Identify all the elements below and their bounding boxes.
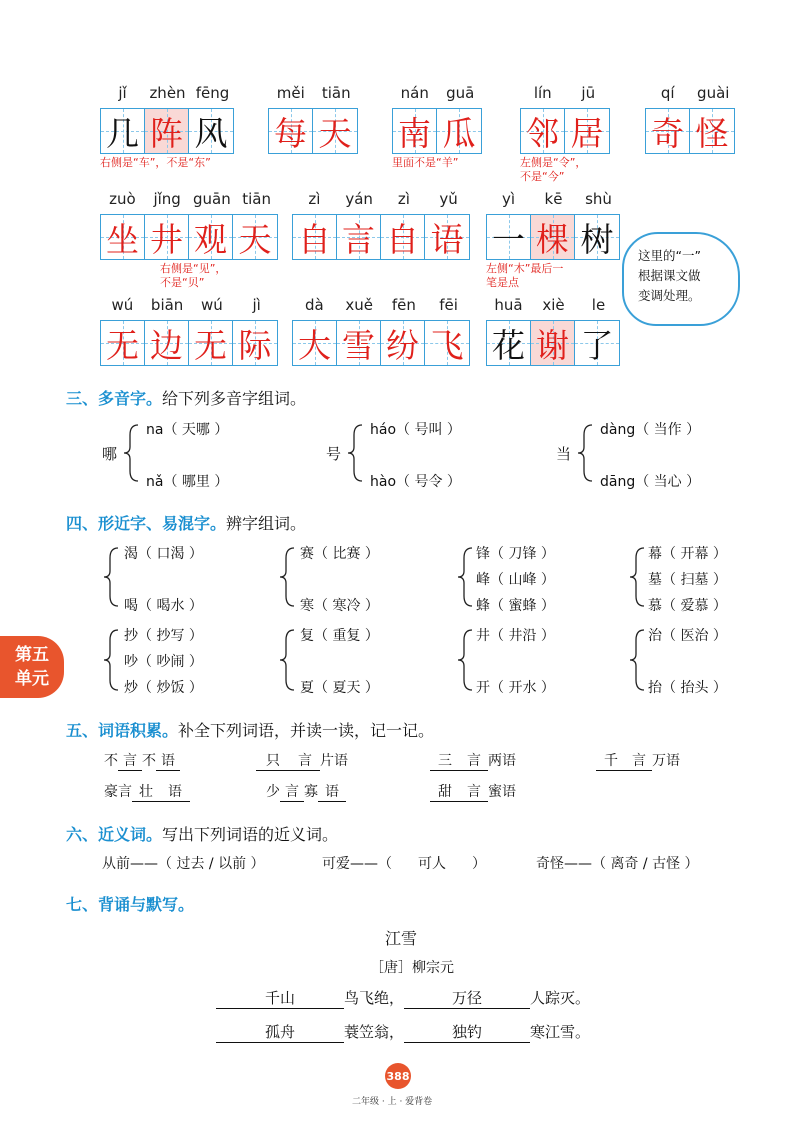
hanzi-char: 大 [298, 325, 331, 365]
idiom-blank: 只 [256, 750, 290, 771]
polyphone-word: na（ 天哪 ） [146, 422, 229, 438]
hanzi-char: 际 [238, 325, 272, 365]
pinyin-syllable: zuò [109, 190, 136, 208]
brace-icon [576, 423, 596, 483]
pinyin-syllable: jǐ [118, 84, 127, 102]
idiom-blank: 言 [118, 750, 142, 771]
idiom-text: 两语 [488, 753, 516, 769]
idiom-blank: 言 [460, 750, 488, 771]
similar-char-word: 峰（ 山峰 ） [476, 572, 555, 588]
grid-cell [575, 215, 619, 259]
hanzi-char: 观 [194, 219, 227, 259]
grid-cell [531, 215, 575, 259]
polyphone-char: 号 [326, 445, 342, 463]
similar-char-word: 墓（ 扫墓 ） [648, 572, 727, 588]
grid-cell [293, 215, 337, 259]
grid-cell [521, 109, 565, 153]
pinyin-syllable: tiān [242, 190, 271, 208]
grid-cell [101, 321, 145, 365]
grid-cell [381, 321, 425, 365]
hanzi-char: 每 [274, 113, 307, 153]
hanzi-char: 无 [194, 325, 227, 365]
grid-cell [425, 321, 469, 365]
grid-cell [487, 215, 531, 259]
poem-blank: 千山 [216, 987, 344, 1009]
similar-char-word: 幕（ 开幕 ） [648, 546, 727, 562]
hanzi-char: 树 [580, 219, 614, 259]
grid-cell [565, 109, 609, 153]
grid-cell [145, 215, 189, 259]
section-3-title: 三、多音字。 [66, 389, 163, 408]
pinyin-syllable: dà [305, 296, 324, 314]
similar-char-word: 喝（ 喝水 ） [124, 598, 203, 614]
section-3-instruction: 给下列多音字组词。 [162, 389, 307, 408]
brace-icon [278, 628, 298, 692]
section-7-header: 七、背诵与默写。 [66, 895, 195, 914]
pinyin-syllable: le [591, 296, 606, 314]
pinyin-syllable: nán [400, 84, 429, 102]
pinyin-syllable: wú [111, 296, 134, 314]
grid-cell [487, 321, 531, 365]
tianzige-grid [292, 320, 470, 366]
idiom-blank: 语 [156, 750, 180, 771]
page-number: 388 [385, 1063, 411, 1089]
tianzige-grid [645, 108, 735, 154]
polyphone-char: 当 [556, 445, 572, 463]
hanzi-char: 坐 [106, 219, 139, 259]
grid-cell [437, 109, 481, 153]
poem-line [216, 1021, 590, 1043]
synonym-prefix: 可爱——（ [322, 856, 392, 872]
brace-icon [278, 546, 298, 608]
brace-icon [122, 423, 142, 483]
section-6-title: 六、近义词。 [66, 825, 163, 844]
brace-icon [102, 628, 122, 692]
idiom-blank: 甜 [430, 781, 460, 802]
hanzi-char: 阵 [150, 113, 183, 153]
pinyin-row [100, 84, 235, 104]
poem-line [216, 987, 590, 1009]
idiom-blank: 语 [318, 781, 346, 802]
grid-cell [233, 321, 277, 365]
idiom-blank: 壮 [132, 781, 160, 802]
grid-cell [189, 215, 233, 259]
idiom-text: 少 [266, 784, 280, 800]
grid-cell [393, 109, 437, 153]
pinyin-syllable: jū [581, 84, 596, 102]
idiom-fill [430, 750, 516, 771]
pinyin-syllable: lín [533, 84, 552, 102]
grid-cell [425, 215, 469, 259]
pinyin-row [292, 296, 471, 316]
poem-text: 人踪灭。 [530, 989, 591, 1007]
pinyin-syllable: fēng [195, 84, 230, 102]
grid-cell [189, 321, 233, 365]
hanzi-char: 飞 [430, 325, 464, 365]
hanzi-char: 雪 [342, 325, 375, 365]
hanzi-char: 怪 [695, 113, 729, 153]
pinyin-syllable: jǐng [153, 190, 181, 208]
note-gua: 里面不是“羊” [392, 156, 459, 169]
section-5-header [66, 718, 434, 741]
poem-text: 蓑笠翁， [344, 1023, 405, 1041]
pinyin-row [520, 84, 611, 104]
grid-cell [269, 109, 313, 153]
hanzi-char: 言 [342, 219, 375, 259]
hanzi-char: 自 [386, 219, 419, 259]
hanzi-char: 纷 [386, 325, 419, 365]
pinyin-syllable: zì [308, 190, 321, 208]
similar-char-word: 慕（ 爱慕 ） [648, 598, 727, 614]
similar-char-word: 抬（ 抬头 ） [648, 680, 727, 696]
note-lin: 左侧是“令”， 不是“今” [520, 156, 587, 183]
synonym-item [322, 853, 486, 873]
pinyin-row [645, 84, 736, 104]
grid-cell [337, 321, 381, 365]
pinyin-syllable: qí [660, 84, 675, 102]
hanzi-char: 几 [106, 113, 139, 153]
polyphone-char: 哪 [102, 445, 118, 463]
pinyin-syllable: yì [501, 190, 516, 208]
section-6-header [66, 822, 338, 845]
hanzi-char: 瓜 [442, 113, 476, 153]
grid-cell [101, 215, 145, 259]
grid-cell [145, 109, 189, 153]
hanzi-char: 边 [150, 325, 183, 365]
grid-cell [337, 215, 381, 259]
pinyin-syllable: yán [345, 190, 373, 208]
idiom-text: 寡 [304, 784, 318, 800]
hanzi-char: 居 [570, 113, 604, 153]
tianzige-grid [486, 214, 620, 260]
idiom-fill [266, 781, 346, 802]
section-5-instruction: 补全下列词语，并读一读，记一记。 [178, 721, 435, 740]
grid-cell [189, 109, 233, 153]
pinyin-syllable: jì [252, 296, 261, 314]
grid-cell [233, 215, 277, 259]
poem-title: 江雪 [385, 929, 418, 948]
hanzi-char: 风 [194, 113, 228, 153]
hanzi-char: 天 [238, 219, 272, 259]
grid-cell [381, 215, 425, 259]
poem-blank: 孤舟 [216, 1021, 344, 1043]
polyphone-word: nǎ（ 哪里 ） [146, 474, 229, 490]
tianzige-grid [268, 108, 358, 154]
tianzige-grid [100, 214, 278, 260]
pinyin-row [392, 84, 483, 104]
grid-cell [101, 109, 145, 153]
pinyin-row [268, 84, 359, 104]
idiom-text: 万语 [652, 753, 680, 769]
idiom-blank: 言 [626, 750, 652, 771]
hanzi-char: 谢 [536, 325, 569, 365]
tianzige-grid [100, 320, 278, 366]
polyphone-word: dāng（ 当心 ） [600, 474, 701, 490]
hanzi-char: 花 [492, 325, 525, 365]
idiom-text: 蜜语 [488, 784, 516, 800]
idiom-blank: 语 [160, 781, 190, 802]
idiom-blank: 三 [430, 750, 460, 771]
poem-blank: 万径 [404, 987, 530, 1009]
brace-icon [346, 423, 366, 483]
similar-char-word: 渴（ 口渴 ） [124, 546, 203, 562]
grid-cell [646, 109, 690, 153]
pinyin-syllable: wú [200, 296, 223, 314]
section-3-header [66, 386, 306, 409]
similar-char-word: 赛（ 比赛 ） [300, 546, 379, 562]
hanzi-char: 了 [580, 325, 614, 365]
grid-cell [531, 321, 575, 365]
idiom-text: 片语 [320, 753, 348, 769]
pinyin-syllable: fēn [391, 296, 416, 314]
similar-char-word: 夏（ 夏天 ） [300, 680, 379, 696]
poem-blank: 独钓 [404, 1021, 530, 1043]
idiom-text: 不 [104, 753, 118, 769]
tianzige-grid [392, 108, 482, 154]
section-6-instruction: 写出下列词语的近义词。 [162, 825, 339, 844]
poem-text: 寒江雪。 [530, 1023, 591, 1041]
hanzi-char: 奇 [651, 113, 684, 153]
hanzi-char: 南 [398, 113, 431, 153]
synonym-item: 从前——（ 过去 / 以前 ） [102, 856, 265, 872]
idiom-fill [104, 750, 180, 771]
polyphone-word: hào（ 号令 ） [370, 474, 461, 490]
note-zhen: 右侧是“车”，不是“东” [100, 156, 211, 169]
idiom-fill [256, 750, 348, 771]
similar-char-word: 吵（ 吵闹 ） [124, 654, 203, 670]
pinyin-syllable: zhèn [149, 84, 186, 102]
pinyin-syllable: xiè [542, 296, 565, 314]
pinyin-syllable: shù [585, 190, 612, 208]
tip-bubble: 这里的“一” 根据课文做 变调处理。 [622, 232, 740, 326]
hanzi-char: 语 [430, 219, 464, 259]
pinyin-syllable: tiān [321, 84, 351, 102]
tianzige-grid [520, 108, 610, 154]
hanzi-char: 一 [492, 219, 525, 259]
hanzi-char: 井 [150, 219, 183, 259]
brace-icon [456, 628, 476, 692]
pinyin-syllable: fēi [439, 296, 458, 314]
brace-icon [456, 546, 476, 608]
synonym-item: 奇怪——（ 离奇 / 古怪 ） [536, 856, 699, 872]
pinyin-row [486, 190, 621, 210]
poem-author: ［唐］柳宗元 [370, 960, 454, 976]
idiom-text: 豪言 [104, 784, 132, 800]
grid-cell [145, 321, 189, 365]
synonym-answer: 可人 [418, 856, 446, 872]
hanzi-char: 天 [318, 113, 352, 153]
section-4-title: 四、形近字、易混字。 [66, 514, 227, 533]
similar-char-word: 治（ 医治 ） [648, 628, 727, 644]
grid-cell [313, 109, 357, 153]
idiom-blank: 千 [596, 750, 626, 771]
idiom-fill [430, 781, 516, 802]
pinyin-row [292, 190, 471, 210]
grid-cell [690, 109, 734, 153]
idiom-blank: 言 [290, 750, 320, 771]
similar-char-word: 开（ 开水 ） [476, 680, 555, 696]
footer-label: 二年级 · 上 · 爱背卷 [352, 1097, 433, 1107]
idiom-fill [104, 781, 190, 802]
note-guan: 右侧是“见”， 不是“贝” [160, 262, 227, 289]
pinyin-syllable: guān [193, 190, 231, 208]
idiom-blank: 言 [460, 781, 488, 802]
similar-char-word: 复（ 重复 ） [300, 628, 379, 644]
pinyin-syllable: zì [397, 190, 410, 208]
tianzige-grid [292, 214, 470, 260]
similar-char-word: 锋（ 刀锋 ） [476, 546, 555, 562]
similar-char-word: 抄（ 抄写 ） [124, 628, 203, 644]
section-4-header [66, 511, 306, 534]
idiom-text: 不 [142, 753, 156, 769]
hanzi-char: 棵 [536, 219, 569, 259]
pinyin-syllable: huā [494, 296, 523, 314]
pinyin-syllable: yǔ [439, 190, 458, 208]
pinyin-syllable: guài [697, 84, 730, 102]
hanzi-char: 邻 [526, 113, 559, 153]
pinyin-syllable: biān [150, 296, 184, 314]
tianzige-grid [486, 320, 620, 366]
polyphone-word: háo（ 号叫 ） [370, 422, 461, 438]
pinyin-row [100, 296, 279, 316]
section-4-instruction: 辨字组词。 [226, 514, 307, 533]
poem-text: 鸟飞绝， [344, 989, 405, 1007]
tianzige-grid [100, 108, 234, 154]
pinyin-syllable: kē [544, 190, 563, 208]
pinyin-syllable: měi [276, 84, 305, 102]
grid-cell [293, 321, 337, 365]
unit-tab: 第五 单元 [0, 636, 64, 698]
brace-icon [628, 628, 648, 692]
brace-icon [628, 546, 648, 608]
grid-cell [575, 321, 619, 365]
pinyin-row [100, 190, 279, 210]
hanzi-char: 自 [298, 219, 331, 259]
similar-char-word: 寒（ 寒冷 ） [300, 598, 379, 614]
brace-icon [102, 546, 122, 608]
polyphone-word: dàng（ 当作 ） [600, 422, 701, 438]
idiom-blank: 言 [280, 781, 304, 802]
hanzi-char: 无 [106, 325, 139, 365]
section-5-title: 五、词语积累。 [66, 721, 179, 740]
pinyin-syllable: guā [446, 84, 475, 102]
note-ke: 左侧“木”最后一 笔是点 [486, 262, 564, 289]
similar-char-word: 井（ 井沿 ） [476, 628, 555, 644]
pinyin-row [486, 296, 621, 316]
similar-char-word: 炒（ 炒饭 ） [124, 680, 203, 696]
synonym-suffix: ） [472, 856, 486, 872]
pinyin-syllable: xuě [345, 296, 373, 314]
similar-char-word: 蜂（ 蜜蜂 ） [476, 598, 555, 614]
idiom-fill [596, 750, 680, 771]
